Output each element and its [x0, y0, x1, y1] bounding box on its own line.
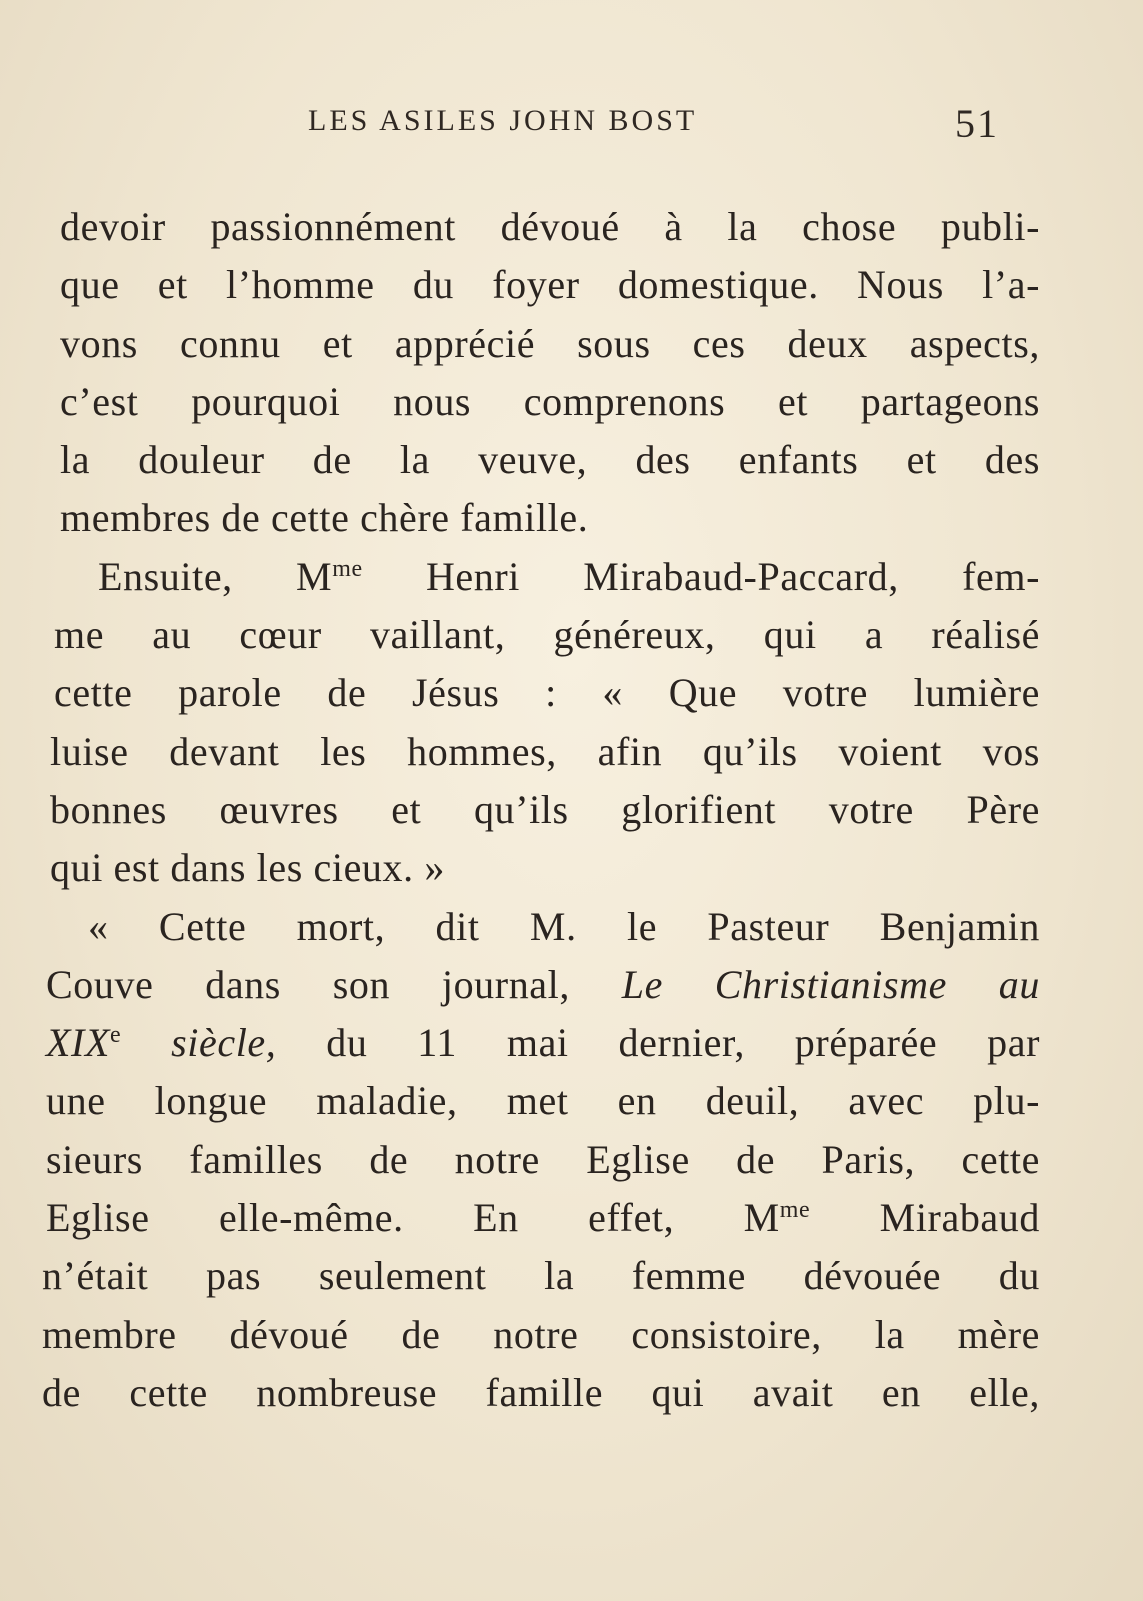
- text-line-7-post: Henri Mirabaud-Paccard, fem-: [362, 553, 1040, 599]
- text-line-14-pre: Couve dans son journal,: [46, 961, 622, 1007]
- text-line-18-post: Mirabaud: [810, 1195, 1040, 1241]
- text-line-13-text: « Cette mort, dit M. le Pasteur Benjamin: [88, 903, 1040, 949]
- running-title: LES ASILES JOHN BOST: [308, 104, 698, 137]
- text-line-18: [40, 1189, 1040, 1247]
- text-line-7-superscript: me: [332, 555, 363, 582]
- text-line-13: [40, 898, 1040, 956]
- text-line-17: sieurs familles de notre Eglise de Paris, cette: [46, 1136, 1040, 1182]
- text-line-8: me au cœur vaillant, généreux, qui a réalisé: [54, 612, 1040, 658]
- text-line-20: membre dévoué de notre consistoire, la mère: [42, 1311, 1040, 1357]
- page-number: 51: [955, 101, 999, 146]
- text-line-9: cette parole de Jésus : « Que votre lumière: [54, 670, 1040, 716]
- text-line-5: la douleur de la veuve, des enfants et des: [60, 437, 1040, 483]
- text-line-12: qui est dans les cieux. »: [50, 845, 445, 891]
- text-line-15-post: du 11 mai dernier, préparée par: [276, 1020, 1040, 1066]
- text-line-14-italic: Le Christianisme au: [621, 961, 1040, 1007]
- text-line-16: une longue maladie, met en deuil, avec plu-: [46, 1078, 1040, 1124]
- text-line-1: devoir passionnément dévoué à la chose publi-: [60, 204, 1040, 249]
- body-text: [40, 198, 1040, 1422]
- text-line-10: luise devant les hommes, afin qu’ils voient vos: [50, 728, 1040, 774]
- text-line-6: membres de cette chère famille.: [60, 495, 589, 541]
- text-line-3: vons connu et apprécié sous ces deux aspects,: [60, 320, 1040, 366]
- text-line-7-pre: Ensuite, M: [98, 553, 333, 599]
- text-line-11: bonnes œuvres et qu’ils glorifient votre Père: [50, 786, 1040, 832]
- text-line-15: [40, 1014, 1040, 1072]
- text-line-15-superscript: e: [110, 1022, 122, 1049]
- text-line-18-pre: Eglise elle-même. En effet, M: [46, 1195, 780, 1241]
- text-line-15-italic-pre: XIX: [46, 1020, 110, 1066]
- text-line-7: [40, 548, 1040, 606]
- text-line-21: de cette nombreuse famille qui avait en elle,: [42, 1369, 1040, 1415]
- text-line-19: n’était pas seulement la femme dévouée du: [42, 1253, 1040, 1299]
- text-line-18-superscript: me: [779, 1197, 811, 1224]
- text-line-14: [40, 956, 1040, 1014]
- running-head: [0, 100, 1143, 150]
- text-line-2: que et l’homme du foyer domestique. Nous l’a-: [60, 262, 1040, 308]
- text-line-15-italic: siècle,: [121, 1020, 277, 1066]
- text-line-4: c’est pourquoi nous comprenons et partageons: [60, 378, 1040, 424]
